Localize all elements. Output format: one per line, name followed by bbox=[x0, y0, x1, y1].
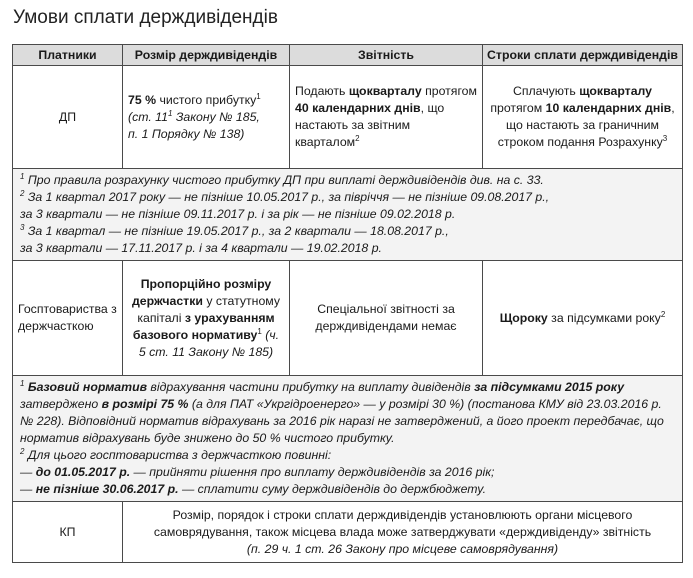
notes-dp-row bbox=[13, 169, 683, 261]
reporting-dp: Подають щокварталу протягом 40 календарних днів, що настають за звітним кварталом$^2$ bbox=[290, 66, 483, 169]
header-reporting: Звітність bbox=[290, 45, 483, 66]
header-size: Розмір держдивідендів bbox=[123, 45, 290, 66]
table-row-kp bbox=[13, 502, 683, 563]
terms-gos: Щороку за підсумками року$^2$ bbox=[483, 261, 683, 376]
notes-gos-row bbox=[13, 376, 683, 502]
table-header-row bbox=[13, 45, 683, 66]
header-payers: Платники bbox=[13, 45, 123, 66]
size-dp: 75 % чистого прибутку$^1$ (ст. $11^1$ Закону № 185, п. 1 Порядку № 138) bbox=[123, 66, 290, 169]
kp-description: Розмір, порядок і строки сплати держдивідендів установлюють органи місцевого самоврядування, також місцева влада може затверджувати «держдивіденду» звітність (п. 29 ч. 1 ст. 26 Закону про місцеве самоврядування) bbox=[123, 502, 683, 563]
page-title: Умови сплати держдивідендів bbox=[13, 7, 278, 28]
footnotes-gos: $^1$ Базовий норматив відрахування частини прибутку на виплату дивідендів за підсумками 2015 року затверджено в розмірі 75 % (а для ПАТ «Укргідроенерго» — у розмірі 30 %) (постанова КМУ від 23.03.2016 р. № 228). Відповідний норматив відрахувань за 2016 рік наразі не затверджений, а його проект передбачає, що норматив відрахувань буде знижено до 50 % чистого прибутку. $^2$ Для цього госптовариства з держчасткою повинні: — до 01.05.2017 р. — прийняти рішення про виплату держдивідендів за 2016 рік; — не пізніше 30.06.2017 р. — сплатити суму держдивідендів до держбюджету. bbox=[13, 376, 683, 502]
footnotes-dp: $^1$ Про правила розрахунку чистого прибутку ДП при виплаті держдивідендів див. на с. 33. $^2$ За 1 квартал 2017 року — не пізніше 10.05.2017 р., за півріччя — не пізніше 09.08.2017 р., за 3 квартали — не пізніше 09.11.2017 р. і за рік — не пізніше 09.02.2018 р. $^3$ За 1 квартал — не пізніше 19.05.2017 р., за 2 квартали — 18.08.2017 р., за 3 квартали — 17.11.2017 р. і за 4 квартали — 19.02.2018 р. bbox=[13, 169, 683, 261]
reporting-gos: Спеціальної звітності за держдивідендами немає bbox=[290, 261, 483, 376]
table-row-gos bbox=[13, 261, 683, 376]
size-gos: Пропорційно розміру держчастки у статутному капіталі з урахуванням базового нормативу$^1$ (ч. 5 ст. 11 Закону № 185) bbox=[123, 261, 290, 376]
terms-dp: Сплачують щокварталу протягом 10 календарних днів, що настають за граничним строком подання Розрахунку$^3$ bbox=[483, 66, 683, 169]
table-row-dp bbox=[13, 66, 683, 169]
header-terms: Строки сплати держдивідендів bbox=[483, 45, 683, 66]
payer-gos: Госптовариства з держчасткою bbox=[13, 261, 123, 376]
payer-kp: КП bbox=[13, 502, 123, 563]
payer-dp: ДП bbox=[13, 66, 123, 169]
dividends-table bbox=[12, 44, 683, 563]
